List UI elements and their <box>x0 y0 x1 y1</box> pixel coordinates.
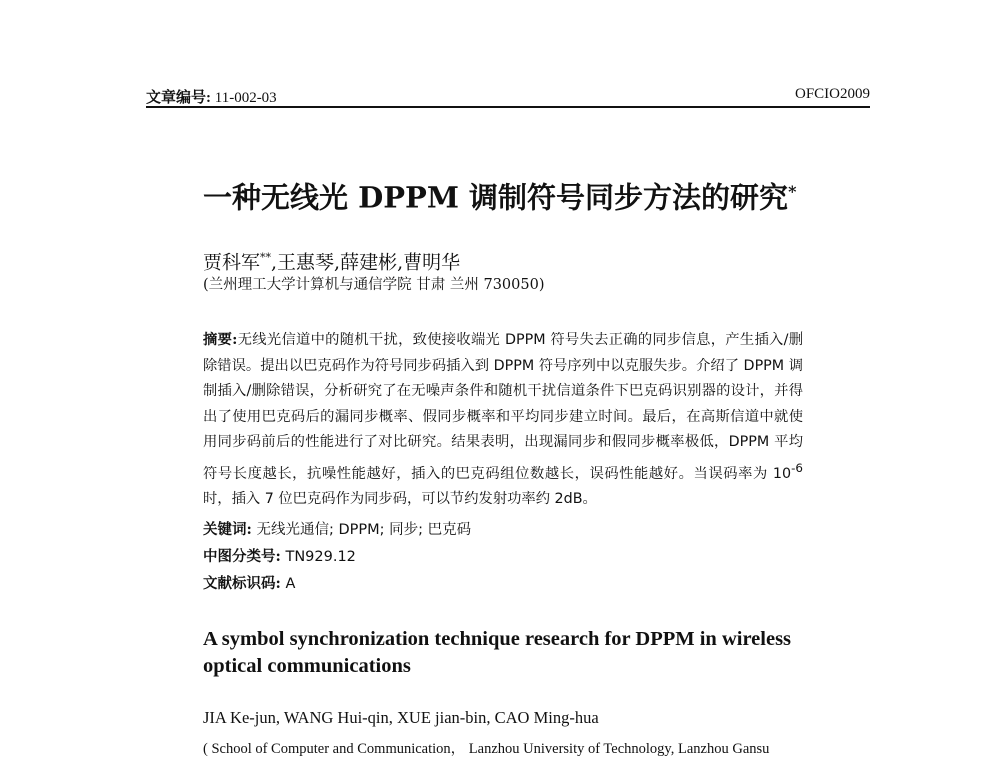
article-number-value: 11-002-03 <box>214 90 277 106</box>
keywords-value: 无线光通信; DPPM; 同步; 巴克码 <box>256 522 472 538</box>
keywords-label: 关键词: <box>203 521 252 538</box>
conference-code: OFCIO2009 <box>794 86 870 102</box>
other-authors: ,王惠琴,薛建彬,曹明华 <box>271 251 461 274</box>
article-number-label: 文章编号: <box>146 90 211 106</box>
document-code <box>203 573 295 595</box>
english-affiliation: ( School of Computer and Communication， Lanzhou University of Technology, Lanzhou Gansu <box>203 741 770 757</box>
keywords <box>203 519 471 541</box>
english-title: A symbol synchronization technique research for DPPM in wireless optical communications <box>203 628 792 677</box>
abstract-text-end: 时，插入 7 位巴克码作为同步码，可以节约发射功率约 2dB。 <box>203 490 597 507</box>
title-footnote-mark: * <box>788 182 797 201</box>
abstract-text: 无线光信道中的随机干扰，致使接收端光 DPPM 符号失去正确的同步信息，产生插入/删除错误。提出以巴克码作为符号同步码插入到 DPPM 符号序列中以克服失步。介绍了 DPPM 调制插入/删除错误，分析研究了在无噪声条件和随机干扰信道条件下巴克码识别器的设计，并得出了使用巴克码后的漏同步概率、假同步概率和平均同步建立时间。最后，在高斯信道中就使用同步码前后的性能进行了对比研究。结果表明，出现漏同步和假同步概率极低，DPPM 平均符号长度越长，抗噪性能越好，插入的巴克码组位数越长，误码性能越好。当误码率为 10 <box>203 332 803 482</box>
paper-title-text: 一种无线光 DPPM 调制符号同步方法的研究 <box>203 180 789 215</box>
clc-label: 中图分类号: <box>203 548 281 565</box>
paper-title <box>203 174 843 216</box>
document-code-label: 文献标识码: <box>203 575 281 592</box>
abstract <box>203 328 803 512</box>
article-number <box>146 86 277 107</box>
corresponding-mark: ** <box>260 251 272 264</box>
abstract-exponent: -6 <box>791 460 803 475</box>
header-rule <box>146 106 870 108</box>
clc-value: TN929.12 <box>285 549 356 565</box>
document-code-value: A <box>285 576 296 592</box>
english-authors: JIA Ke-jun, WANG Hui-qin, XUE jian-bin, CAO Ming-hua <box>203 708 599 727</box>
abstract-label: 摘要: <box>203 332 238 348</box>
running-header <box>146 86 870 108</box>
author-list <box>203 246 460 274</box>
affiliation: (兰州理工大学计算机与通信学院 甘肃 兰州 730050) <box>203 277 545 293</box>
first-author: 贾科军 <box>203 251 261 274</box>
clc-number <box>203 546 356 568</box>
